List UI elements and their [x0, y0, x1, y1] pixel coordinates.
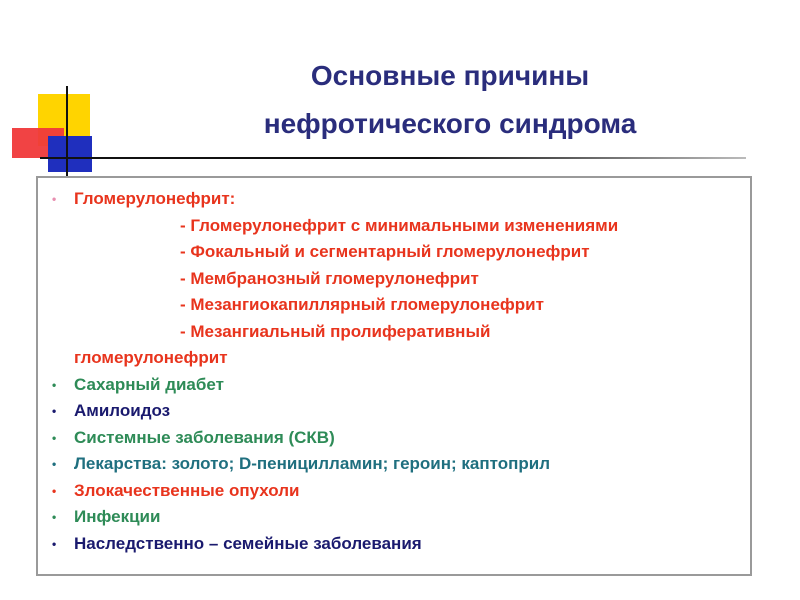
slide-title-line-1: Основные причины: [310, 60, 590, 91]
bullet-icon: •: [52, 377, 57, 392]
list-item-label: Инфекции: [74, 507, 161, 526]
list-item-label: Сахарный диабет: [74, 374, 224, 394]
bullet-icon: •: [52, 536, 57, 551]
content-box: [36, 176, 752, 576]
sub-item-label: гломерулонефрит: [74, 348, 228, 367]
list-item: [52, 478, 742, 505]
sub-item: [74, 292, 742, 319]
list-item-label: Гломерулонефрит:: [74, 189, 236, 208]
list-item-glomerulonephritis: [52, 186, 742, 213]
title-underline: [40, 157, 746, 159]
list-item: [52, 372, 742, 399]
list-item: [52, 425, 742, 452]
bullet-icon: •: [52, 510, 57, 524]
sub-item-continuation: [74, 345, 742, 372]
bullet-icon: •: [52, 404, 57, 418]
sub-item: [74, 213, 742, 240]
decor-vertical-line: [66, 86, 68, 176]
list-item: [52, 451, 742, 478]
list-item-label: Лекарства: золото; D-пеницилламин; героин; каптоприл: [74, 454, 551, 473]
bullet-icon: •: [52, 457, 57, 471]
causes-list: [52, 186, 742, 557]
list-item-label: Системные заболевания (СКВ): [74, 427, 335, 447]
sub-item-label: - Мезангиокапиллярный гломерулонефрит: [180, 295, 544, 314]
slide-title: [210, 52, 690, 148]
bullet-icon: •: [52, 192, 57, 206]
bullet-icon: •: [52, 430, 57, 445]
list-item-label: Амилоидоз: [74, 401, 171, 420]
slide-title-line-2: нефротического синдрома: [263, 108, 637, 139]
bullet-icon: •: [52, 483, 57, 498]
sub-item-label: - Фокальный и сегментарный гломерулонефрит: [180, 242, 590, 261]
sub-item: [74, 266, 742, 293]
sub-item-label: - Мезангиальный пролиферативный: [180, 321, 491, 341]
list-item-label: Злокачественные опухоли: [74, 480, 300, 500]
list-item-label: Наследственно – семейные заболевания: [74, 533, 422, 553]
sub-item-label: - Мембранозный гломерулонефрит: [180, 268, 479, 288]
decor-blue-square: [48, 136, 92, 172]
list-item: [52, 531, 742, 558]
sub-item: [74, 239, 742, 266]
list-item: [52, 504, 742, 531]
list-item: [52, 398, 742, 425]
sub-item-label: - Гломерулонефрит с минимальными изменениями: [180, 215, 619, 235]
sub-item: [74, 319, 742, 346]
